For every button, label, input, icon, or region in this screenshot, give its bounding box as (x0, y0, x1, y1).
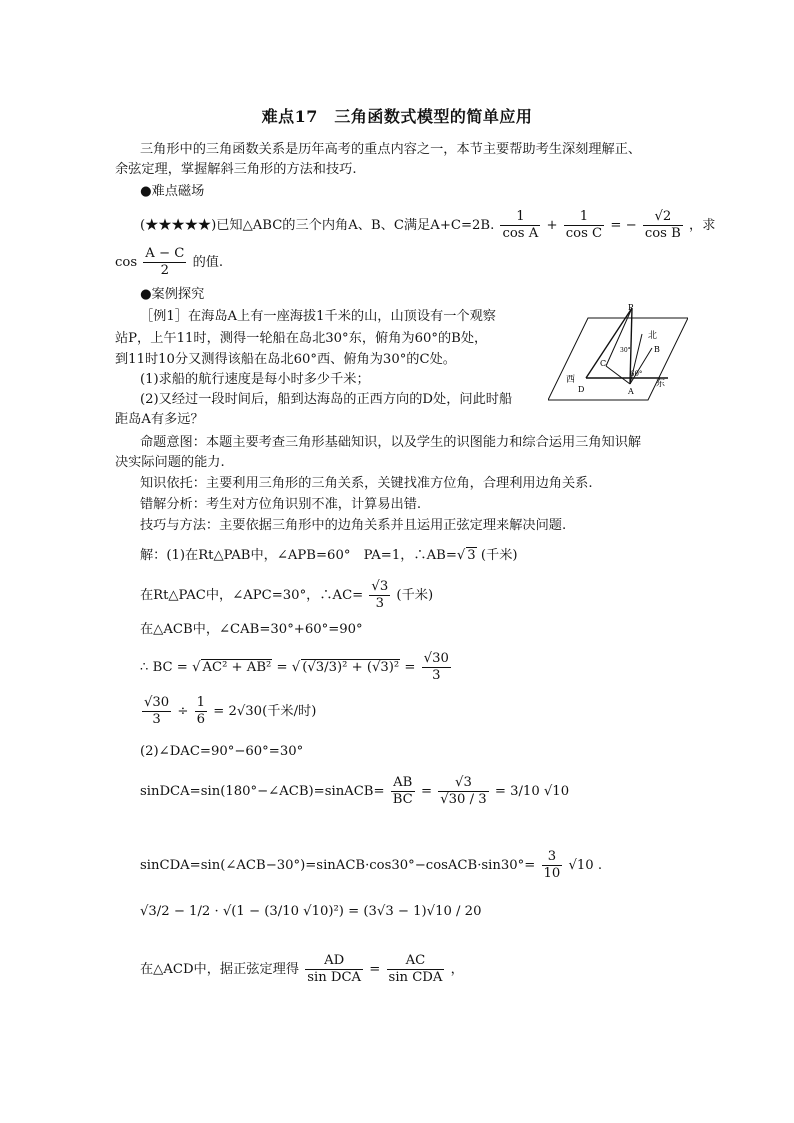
geometry-diagram (548, 300, 688, 406)
intro-line-2: 余弦定理，掌握解斜三角形的方法和技巧. (115, 162, 357, 177)
problem-line-1 (140, 208, 715, 244)
page-title: 难点17 三角函数式模型的简单应用 (261, 107, 533, 126)
fraction-4: $\frac{A - C}{2}$ (145, 246, 185, 278)
analysis-line-1: 命题意图：本题主要考查三角形基础知识，以及学生的识图能力和综合运用三角知识解 (140, 435, 642, 450)
cos-prefix: cos (115, 255, 138, 270)
problem-text: 已知△ABC的三个内角A、B、C满足A+C=2B. (216, 218, 495, 233)
plus-sign: + (546, 218, 558, 233)
analysis-line-4: 错解分析：考生对方位角识别不准，计算易出错. (140, 497, 422, 512)
example-line-6: 距岛A有多远？ (115, 412, 204, 427)
label-west: 西 (566, 375, 576, 385)
solution-line-9: √3/2 − 1/2 · √(1 − (3/10 √10)²) = (3√3 − 1)√10 / 20 (140, 904, 482, 919)
fraction-1: $\frac{1}{\text{cos A}}$ (502, 209, 539, 241)
solution-line-2: 在Rt△PAC中，∠APC=30°，∴AC= $\frac{√3}{3}$ (千米) (140, 579, 434, 611)
label-C: C (600, 359, 607, 368)
label-P: P (628, 303, 634, 312)
solution-line-4: ∴ BC = √ AC² + AB² = √ (√3/3)² + (√3)² = $\frac{√30}{3}$ (140, 651, 449, 683)
solution-line-10: 在△ACD中，据正弦定理得 AD sin DCA = AC sin CDA ， (140, 953, 464, 985)
equals-minus: = − (610, 218, 637, 233)
example-line-2: 站P，上午11时，测得一轮船在岛北30°东，俯角为60°的B处， (115, 331, 488, 346)
solution-line-1: 解：(1)在Rt△PAB中，∠APB=60° PA=1，∴AB=√ 3 (千米) (140, 548, 518, 563)
label-A: A (628, 387, 634, 396)
problem-line2-tail: 的值. (192, 255, 224, 270)
example-line-3: 到11时10分又测得该船在岛北60°西、俯角为30°的C处。 (115, 352, 456, 367)
stars-rating: (★★★★★) (140, 218, 217, 233)
example-line-4: (1)求船的航行速度是每小时多少千米； (140, 372, 370, 387)
label-D: D (578, 385, 585, 394)
solution-line-6: (2)∠DAC=90°−60°=30° (140, 744, 304, 759)
analysis-line-5: 技巧与方法：主要依据三角形中的边角关系并且运用正弦定理来解决问题. (140, 518, 567, 533)
example-line-1: ［例1］在海岛A上有一座海拔1千米的山，山顶设有一个观察 (140, 309, 496, 324)
label-angle30: 30° (620, 347, 631, 354)
section-heading-cases: ●案例探究 (140, 287, 205, 302)
solution-line-3: 在△ACB中，∠CAB=30°+60°=90° (140, 622, 363, 637)
label-east: 东 (656, 379, 666, 389)
label-north: 北 (648, 331, 658, 341)
solution-line-7: sinDCA=sin(180°−∠ACB)=sinACB= $\frac{AB}{BC}$ = $\frac{√3}{√30 / 3}$ = 3/10 √10 (140, 775, 570, 807)
intro-line-1: 三角形中的三角函数关系是历年高考的重点内容之一，本节主要帮助考生深刻理解正、 (140, 142, 642, 157)
example-line-5: (2)又经过一段时间后，船到达海岛的正西方向的D处，问此时船 (140, 392, 513, 407)
problem-tail: ，求 (689, 218, 716, 233)
solution-line-8: sinCDA=sin(∠ACB−30°)=sinACB·cos30°−cosACB·sin30°= $\frac{3}{10}$ √10 . (140, 849, 603, 881)
problem-line-2 (115, 245, 223, 281)
section-heading-difficulty: ●难点磁场 (140, 184, 205, 199)
fraction-3: $\frac{√2}{\text{cos B}}$ (644, 209, 681, 241)
label-angle60: 60° (630, 370, 643, 378)
analysis-line-2: 决实际问题的能力. (115, 455, 225, 470)
fraction-2: $\frac{1}{\text{cos C}}$ (565, 209, 603, 241)
label-B: B (654, 345, 660, 354)
analysis-line-3: 知识依托：主要利用三角形的三角关系，关键找准方位角，合理利用边角关系. (140, 476, 593, 491)
solution-line-5: $\frac{√30}{3}$ ÷ $\frac{1}{6}$ = 2√30(千米/时) (144, 695, 317, 727)
